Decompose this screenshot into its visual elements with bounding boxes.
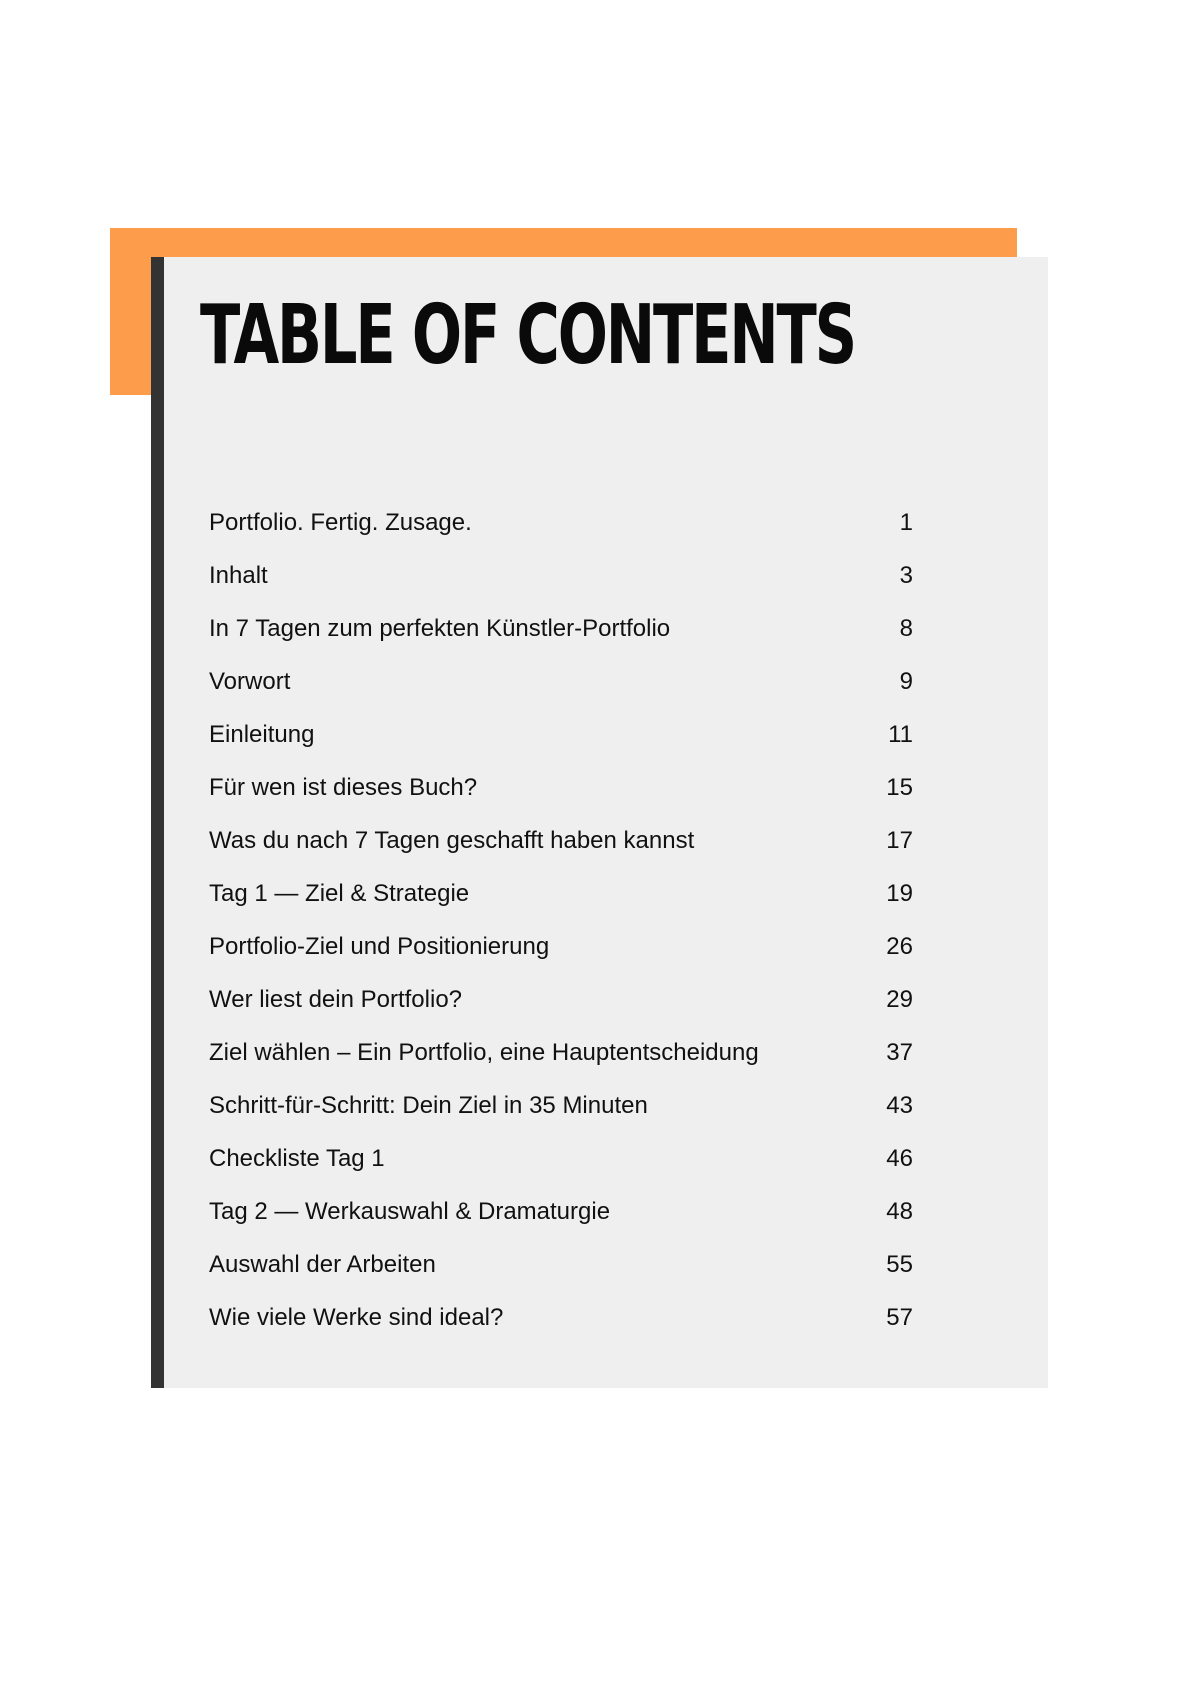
toc-entry[interactable] xyxy=(209,1079,913,1132)
toc-entry-page: 3 xyxy=(899,561,913,589)
toc-entry-label: Inhalt xyxy=(209,561,268,589)
toc-entry-page: 29 xyxy=(886,985,913,1013)
toc-entry[interactable] xyxy=(209,973,913,1026)
toc-entry[interactable] xyxy=(209,496,913,549)
toc-entry-page: 37 xyxy=(886,1038,913,1066)
toc-entry-page: 17 xyxy=(886,826,913,854)
toc-entry[interactable] xyxy=(209,602,913,655)
toc-entry-label: Wer liest dein Portfolio? xyxy=(209,985,463,1013)
toc-entry-label: Portfolio. Fertig. Zusage. xyxy=(209,508,472,536)
toc-entry-page: 48 xyxy=(886,1197,913,1225)
toc-entry-label: Vorwort xyxy=(209,667,291,695)
toc-entry-page: 1 xyxy=(899,508,913,536)
toc-entry-page: 55 xyxy=(886,1250,913,1278)
toc-entry-page: 43 xyxy=(886,1091,913,1119)
toc-entry-page: 46 xyxy=(886,1144,913,1172)
toc-entry[interactable] xyxy=(209,920,913,973)
page-title: TABLE OF CONTENTS xyxy=(200,288,855,383)
toc-entry-label: Was du nach 7 Tagen geschafft haben kannst xyxy=(209,826,695,854)
toc-entry-page: 26 xyxy=(886,932,913,960)
toc-entry-label: Schritt-für-Schritt: Dein Ziel in 35 Minuten xyxy=(209,1091,648,1119)
toc-entry-label: Wie viele Werke sind ideal? xyxy=(209,1303,504,1331)
toc-entry-page: 57 xyxy=(886,1303,913,1331)
toc-entry-label: Tag 1 — Ziel & Strategie xyxy=(209,879,470,907)
toc-entry-page: 9 xyxy=(899,667,913,695)
toc-entry-label: Einleitung xyxy=(209,720,315,748)
toc-entry[interactable] xyxy=(209,814,913,867)
toc-entry[interactable] xyxy=(209,1026,913,1079)
toc-entry[interactable] xyxy=(209,708,913,761)
toc-entry[interactable] xyxy=(209,761,913,814)
toc-entry-label: Tag 2 — Werkauswahl & Dramaturgie xyxy=(209,1197,611,1225)
toc-entry-label: Für wen ist dieses Buch? xyxy=(209,773,478,801)
toc-entry-page: 15 xyxy=(886,773,913,801)
toc-entry[interactable] xyxy=(209,549,913,602)
panel-side-bar xyxy=(151,257,164,1388)
toc-entry[interactable] xyxy=(209,1185,913,1238)
toc-entry[interactable] xyxy=(209,655,913,708)
toc-entry-label: Auswahl der Arbeiten xyxy=(209,1250,436,1278)
toc-entry-label: In 7 Tagen zum perfekten Künstler-Portfolio xyxy=(209,614,671,642)
toc-entry-label: Checkliste Tag 1 xyxy=(209,1144,385,1172)
toc-entry-page: 19 xyxy=(886,879,913,907)
toc-entry[interactable] xyxy=(209,1132,913,1185)
toc-entry[interactable] xyxy=(209,1291,913,1344)
toc-entry[interactable] xyxy=(209,1238,913,1291)
toc-entry-label: Portfolio-Ziel und Positionierung xyxy=(209,932,550,960)
toc-entry-page: 11 xyxy=(888,720,913,748)
toc-entry-label: Ziel wählen – Ein Portfolio, eine Hauptentscheidung xyxy=(209,1038,759,1066)
toc-entry[interactable] xyxy=(209,867,913,920)
toc-list xyxy=(209,496,913,1344)
toc-entry-page: 8 xyxy=(899,614,913,642)
